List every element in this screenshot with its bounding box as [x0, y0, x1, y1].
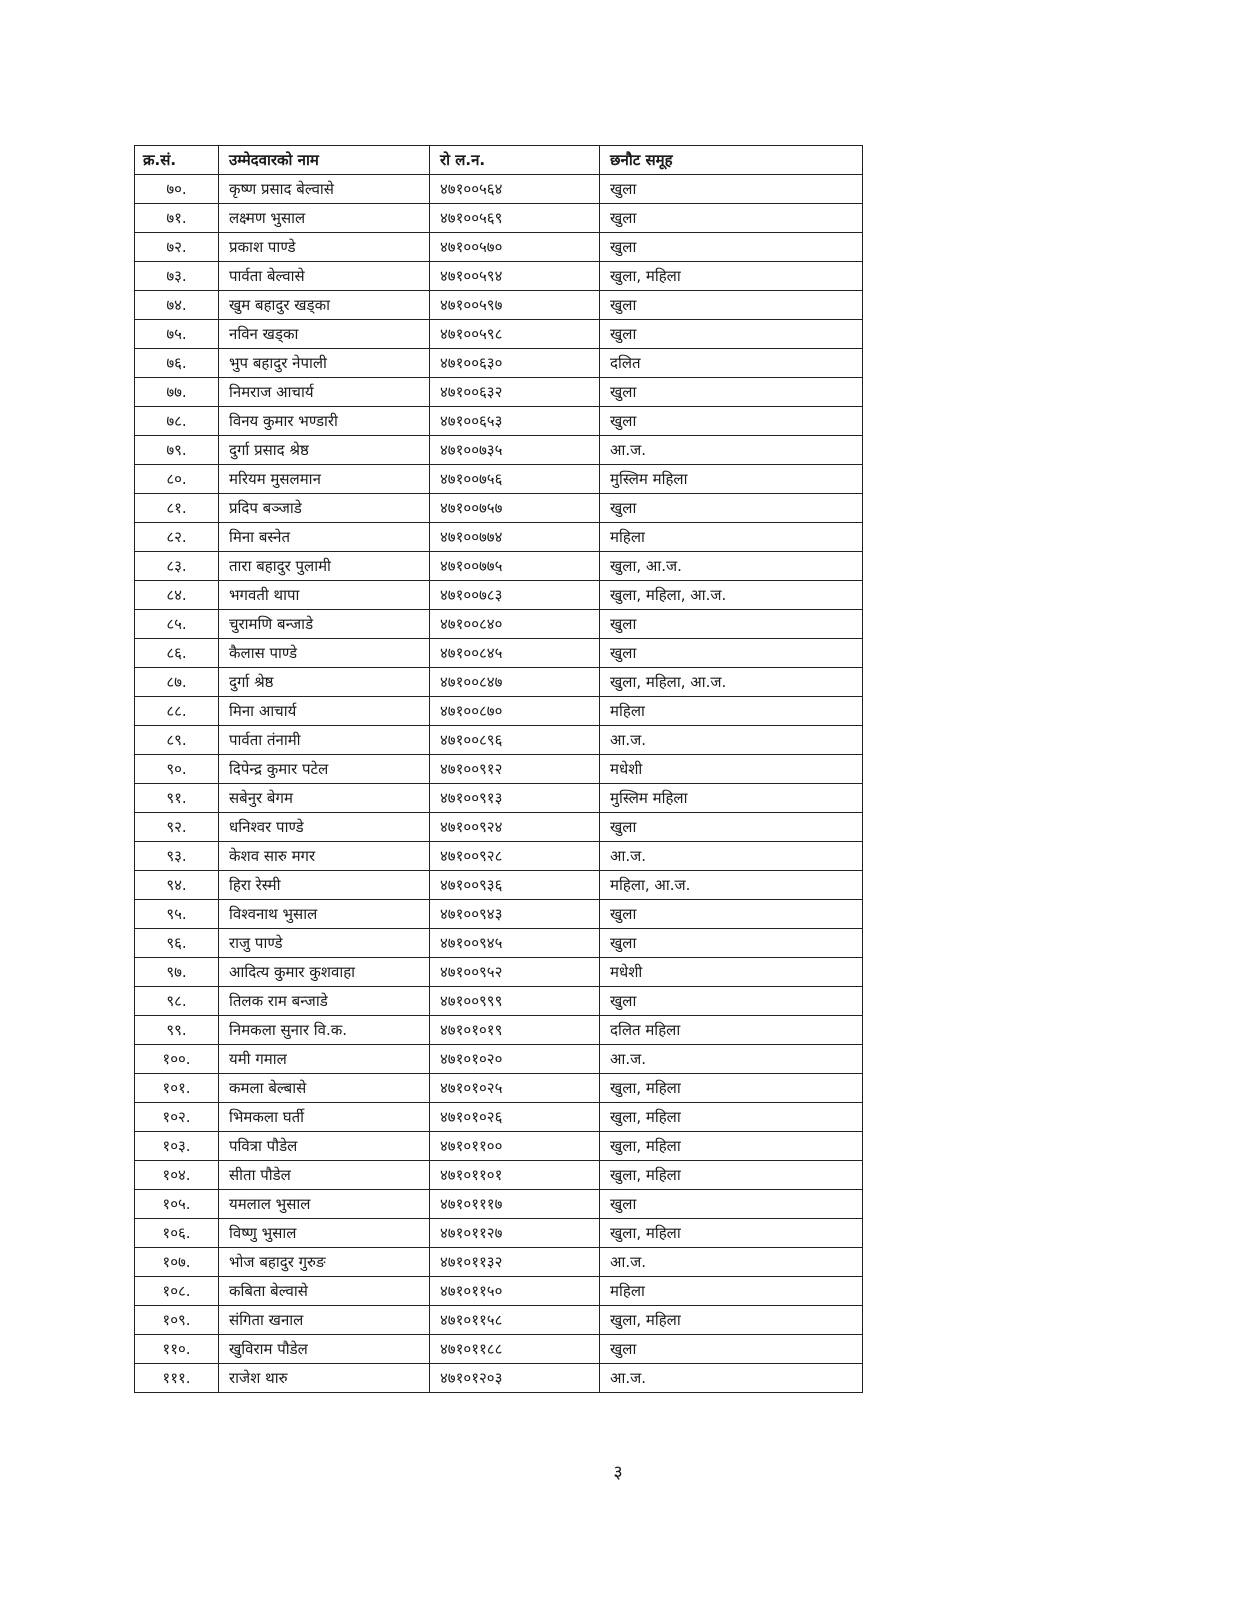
roll-number-cell: ४७१०११०१ — [430, 1161, 600, 1190]
roll-number-cell: ४७१०१०२६ — [430, 1103, 600, 1132]
table-row — [135, 1190, 863, 1219]
selection-group-cell: खुला — [600, 610, 863, 639]
table-row — [135, 291, 863, 320]
table-row — [135, 1074, 863, 1103]
serial-number-cell: १०२. — [135, 1103, 219, 1132]
table-row — [135, 523, 863, 552]
selection-group-cell: खुला, महिला — [600, 1161, 863, 1190]
table-row — [135, 1219, 863, 1248]
selection-group-cell: आ.ज. — [600, 436, 863, 465]
candidate-name-cell: सबेनुर बेगम — [219, 784, 430, 813]
serial-number-cell: ९३. — [135, 842, 219, 871]
roll-number-cell: ४७१००५९७ — [430, 291, 600, 320]
table-row — [135, 929, 863, 958]
serial-number-cell: ७६. — [135, 349, 219, 378]
selection-group-cell: खुला — [600, 929, 863, 958]
selection-group-cell: खुला — [600, 900, 863, 929]
serial-number-cell: ७१. — [135, 204, 219, 233]
roll-number-cell: ४७१००९५२ — [430, 958, 600, 987]
candidate-name-cell: दिपेन्द्र कुमार पटेल — [219, 755, 430, 784]
roll-number-cell: ४७१०११०० — [430, 1132, 600, 1161]
serial-number-cell: ७३. — [135, 262, 219, 291]
candidate-name-cell: यमी गमाल — [219, 1045, 430, 1074]
roll-number-cell: ४७१०११५० — [430, 1277, 600, 1306]
selection-group-cell: खुला — [600, 813, 863, 842]
roll-number-cell: ४७१००९४५ — [430, 929, 600, 958]
serial-number-cell: १०८. — [135, 1277, 219, 1306]
candidate-name-cell: कृष्ण प्रसाद बेल्वासे — [219, 175, 430, 204]
roll-number-cell: ४७१००५९८ — [430, 320, 600, 349]
header-roll-number: रो ल.न. — [430, 146, 600, 175]
serial-number-cell: ९९. — [135, 1016, 219, 1045]
serial-number-cell: १०१. — [135, 1074, 219, 1103]
roll-number-cell: ४७१००५७० — [430, 233, 600, 262]
serial-number-cell: ९२. — [135, 813, 219, 842]
header-serial-number: क्र.सं. — [135, 146, 219, 175]
serial-number-cell: ७४. — [135, 291, 219, 320]
selection-group-cell: खुला — [600, 233, 863, 262]
selection-group-cell: आ.ज. — [600, 1248, 863, 1277]
serial-number-cell: ८९. — [135, 726, 219, 755]
serial-number-cell: ७९. — [135, 436, 219, 465]
selection-group-cell: खुला — [600, 1190, 863, 1219]
candidate-name-cell: प्रकाश पाण्डे — [219, 233, 430, 262]
candidate-name-cell: मरियम मुसलमान — [219, 465, 430, 494]
table-body — [135, 175, 863, 1393]
serial-number-cell: ८६. — [135, 639, 219, 668]
table-row — [135, 813, 863, 842]
table-row — [135, 668, 863, 697]
candidate-name-cell: खुम बहादुर खड्का — [219, 291, 430, 320]
candidate-name-cell: मिना आचार्य — [219, 697, 430, 726]
candidate-name-cell: पार्वता तंनामी — [219, 726, 430, 755]
selection-group-cell: खुला — [600, 639, 863, 668]
serial-number-cell: ९६. — [135, 929, 219, 958]
candidate-name-cell: विनय कुमार भण्डारी — [219, 407, 430, 436]
candidate-name-cell: यमलाल भुसाल — [219, 1190, 430, 1219]
candidate-name-cell: निमकला सुनार वि.क. — [219, 1016, 430, 1045]
roll-number-cell: ४७१०१०१९ — [430, 1016, 600, 1045]
serial-number-cell: १०३. — [135, 1132, 219, 1161]
serial-number-cell: ९०. — [135, 755, 219, 784]
candidate-name-cell: तारा बहादुर पुलामी — [219, 552, 430, 581]
roll-number-cell: ४७१००९३६ — [430, 871, 600, 900]
roll-number-cell: ४७१००५६४ — [430, 175, 600, 204]
roll-number-cell: ४७१००८४० — [430, 610, 600, 639]
roll-number-cell: ४७१००८४५ — [430, 639, 600, 668]
table-row — [135, 494, 863, 523]
roll-number-cell: ४७१००७७५ — [430, 552, 600, 581]
selection-group-cell: खुला — [600, 378, 863, 407]
serial-number-cell: ९४. — [135, 871, 219, 900]
roll-number-cell: ४७१०११५८ — [430, 1306, 600, 1335]
serial-number-cell: १०९. — [135, 1306, 219, 1335]
selection-group-cell: खुला — [600, 320, 863, 349]
candidate-name-cell: भोज बहादुर गुरुङ — [219, 1248, 430, 1277]
selection-group-cell: खुला — [600, 987, 863, 1016]
table-row — [135, 1161, 863, 1190]
selection-group-cell: महिला — [600, 523, 863, 552]
serial-number-cell: ७७. — [135, 378, 219, 407]
table-row — [135, 1132, 863, 1161]
selection-group-cell: दलित महिला — [600, 1016, 863, 1045]
selection-group-cell: खुला — [600, 1335, 863, 1364]
selection-group-cell: खुला, महिला — [600, 1132, 863, 1161]
table-row — [135, 958, 863, 987]
selection-group-cell: खुला — [600, 204, 863, 233]
selection-group-cell: आ.ज. — [600, 1045, 863, 1074]
candidate-name-cell: भिमकला घर्ती — [219, 1103, 430, 1132]
roll-number-cell: ४७१०१०२० — [430, 1045, 600, 1074]
table-row — [135, 1016, 863, 1045]
candidate-name-cell: दुर्गा श्रेष्ठ — [219, 668, 430, 697]
candidate-name-cell: निमराज आचार्य — [219, 378, 430, 407]
table-row — [135, 610, 863, 639]
table-row — [135, 1103, 863, 1132]
table-row — [135, 378, 863, 407]
roll-number-cell: ४७१००९१३ — [430, 784, 600, 813]
table-row — [135, 1335, 863, 1364]
candidate-name-cell: कबिता बेल्वासे — [219, 1277, 430, 1306]
serial-number-cell: ८७. — [135, 668, 219, 697]
candidate-name-cell: विष्णु भुसाल — [219, 1219, 430, 1248]
selection-group-cell: खुला, महिला — [600, 1306, 863, 1335]
serial-number-cell: ८०. — [135, 465, 219, 494]
roll-number-cell: ४७१०११२७ — [430, 1219, 600, 1248]
candidate-name-cell: भुप बहादुर नेपाली — [219, 349, 430, 378]
roll-number-cell: ४७१००६५३ — [430, 407, 600, 436]
serial-number-cell: ७५. — [135, 320, 219, 349]
roll-number-cell: ४७१०११८८ — [430, 1335, 600, 1364]
serial-number-cell: ९५. — [135, 900, 219, 929]
roll-number-cell: ४७१००७५६ — [430, 465, 600, 494]
serial-number-cell: ८५. — [135, 610, 219, 639]
selection-group-cell: मुस्लिम महिला — [600, 465, 863, 494]
candidate-name-cell: चुरामणि बन्जाडे — [219, 610, 430, 639]
candidate-name-cell: नविन खड्का — [219, 320, 430, 349]
table-row — [135, 552, 863, 581]
candidate-name-cell: सीता पौडेल — [219, 1161, 430, 1190]
selection-group-cell: आ.ज. — [600, 842, 863, 871]
selection-group-cell: खुला — [600, 291, 863, 320]
selection-group-cell: खुला, महिला, आ.ज. — [600, 581, 863, 610]
candidate-name-cell: केशव सारु मगर — [219, 842, 430, 871]
selection-group-cell: खुला — [600, 407, 863, 436]
roll-number-cell: ४७१०१०२५ — [430, 1074, 600, 1103]
roll-number-cell: ४७१००५९४ — [430, 262, 600, 291]
candidate-name-cell: राजु पाण्डे — [219, 929, 430, 958]
serial-number-cell: १००. — [135, 1045, 219, 1074]
roll-number-cell: ४७१००८४७ — [430, 668, 600, 697]
table-row — [135, 755, 863, 784]
candidate-name-cell: दुर्गा प्रसाद श्रेष्ठ — [219, 436, 430, 465]
roll-number-cell: ४७१००९२८ — [430, 842, 600, 871]
roll-number-cell: ४७१००९९९ — [430, 987, 600, 1016]
page-number: ३ — [613, 1462, 623, 1483]
table-header-row — [135, 146, 863, 175]
roll-number-cell: ४७१००५६९ — [430, 204, 600, 233]
selection-group-cell: खुला, महिला, आ.ज. — [600, 668, 863, 697]
serial-number-cell: १०५. — [135, 1190, 219, 1219]
roll-number-cell: ४७१०१११७ — [430, 1190, 600, 1219]
table-row — [135, 987, 863, 1016]
table-row — [135, 900, 863, 929]
roll-number-cell: ४७१००७८३ — [430, 581, 600, 610]
candidate-name-cell: लक्ष्मण भुसाल — [219, 204, 430, 233]
candidate-name-cell: भगवती थापा — [219, 581, 430, 610]
serial-number-cell: १०७. — [135, 1248, 219, 1277]
candidate-name-cell: राजेश थारु — [219, 1364, 430, 1393]
table-row — [135, 1045, 863, 1074]
selection-group-cell: मुस्लिम महिला — [600, 784, 863, 813]
table-row — [135, 465, 863, 494]
serial-number-cell: ८१. — [135, 494, 219, 523]
roll-number-cell: ४७१०१२०३ — [430, 1364, 600, 1393]
selection-group-cell: खुला, महिला — [600, 262, 863, 291]
candidate-name-cell: संगिता खनाल — [219, 1306, 430, 1335]
serial-number-cell: ७२. — [135, 233, 219, 262]
candidate-name-cell: धनिश्वर पाण्डे — [219, 813, 430, 842]
table-row — [135, 175, 863, 204]
serial-number-cell: ११०. — [135, 1335, 219, 1364]
selection-group-cell: खुला, आ.ज. — [600, 552, 863, 581]
table-row — [135, 697, 863, 726]
serial-number-cell: ९७. — [135, 958, 219, 987]
table-row — [135, 871, 863, 900]
selection-group-cell: मधेशी — [600, 755, 863, 784]
serial-number-cell: ८३. — [135, 552, 219, 581]
candidate-name-cell: प्रदिप बञ्जाडे — [219, 494, 430, 523]
selection-group-cell: खुला — [600, 175, 863, 204]
candidate-name-cell: हिरा रेस्मी — [219, 871, 430, 900]
table-row — [135, 1364, 863, 1393]
table-row — [135, 233, 863, 262]
selection-group-cell: खुला, महिला — [600, 1074, 863, 1103]
header-selection-group: छनौट समूह — [600, 146, 863, 175]
table-row — [135, 842, 863, 871]
roll-number-cell: ४७१००९१२ — [430, 755, 600, 784]
candidate-name-cell: पवित्रा पौडेल — [219, 1132, 430, 1161]
selection-group-cell: दलित — [600, 349, 863, 378]
selection-group-cell: खुला, महिला — [600, 1103, 863, 1132]
serial-number-cell: ९८. — [135, 987, 219, 1016]
table-row — [135, 262, 863, 291]
candidate-name-cell: कैलास पाण्डे — [219, 639, 430, 668]
table-row — [135, 407, 863, 436]
candidate-name-cell: आदित्य कुमार कुशवाहा — [219, 958, 430, 987]
candidate-name-cell: कमला बेल्बासे — [219, 1074, 430, 1103]
serial-number-cell: १११. — [135, 1364, 219, 1393]
roll-number-cell: ४७१००९४३ — [430, 900, 600, 929]
table-row — [135, 204, 863, 233]
candidate-name-cell: खुविराम पौडेल — [219, 1335, 430, 1364]
selection-group-cell: आ.ज. — [600, 1364, 863, 1393]
serial-number-cell: १०४. — [135, 1161, 219, 1190]
roll-number-cell: ४७१००९२४ — [430, 813, 600, 842]
roll-number-cell: ४७१००६३२ — [430, 378, 600, 407]
table-row — [135, 581, 863, 610]
roll-number-cell: ४७१००६३० — [430, 349, 600, 378]
serial-number-cell: ८८. — [135, 697, 219, 726]
candidate-name-cell: विश्वनाथ भुसाल — [219, 900, 430, 929]
roll-number-cell: ४७१००७५७ — [430, 494, 600, 523]
serial-number-cell: ७८. — [135, 407, 219, 436]
table-row — [135, 639, 863, 668]
selection-group-cell: महिला — [600, 697, 863, 726]
header-candidate-name: उम्मेदवारको नाम — [219, 146, 430, 175]
selection-group-cell: आ.ज. — [600, 726, 863, 755]
candidate-name-cell: मिना बस्नेत — [219, 523, 430, 552]
table-row — [135, 436, 863, 465]
selection-group-cell: महिला — [600, 1277, 863, 1306]
selection-group-cell: खुला, महिला — [600, 1219, 863, 1248]
serial-number-cell: ८२. — [135, 523, 219, 552]
serial-number-cell: ७०. — [135, 175, 219, 204]
table-row — [135, 726, 863, 755]
table-row — [135, 1248, 863, 1277]
serial-number-cell: १०६. — [135, 1219, 219, 1248]
table-row — [135, 1277, 863, 1306]
candidate-results-table — [134, 145, 863, 1393]
table-row — [135, 784, 863, 813]
roll-number-cell: ४७१०११३२ — [430, 1248, 600, 1277]
serial-number-cell: ८४. — [135, 581, 219, 610]
candidate-name-cell: पार्वता बेल्वासे — [219, 262, 430, 291]
serial-number-cell: ९१. — [135, 784, 219, 813]
selection-group-cell: महिला, आ.ज. — [600, 871, 863, 900]
roll-number-cell: ४७१००८९६ — [430, 726, 600, 755]
table-row — [135, 320, 863, 349]
table-row — [135, 1306, 863, 1335]
roll-number-cell: ४७१००८७० — [430, 697, 600, 726]
roll-number-cell: ४७१००७७४ — [430, 523, 600, 552]
roll-number-cell: ४७१००७३५ — [430, 436, 600, 465]
selection-group-cell: खुला — [600, 494, 863, 523]
selection-group-cell: मधेशी — [600, 958, 863, 987]
table-row — [135, 349, 863, 378]
candidate-name-cell: तिलक राम बन्जाडे — [219, 987, 430, 1016]
